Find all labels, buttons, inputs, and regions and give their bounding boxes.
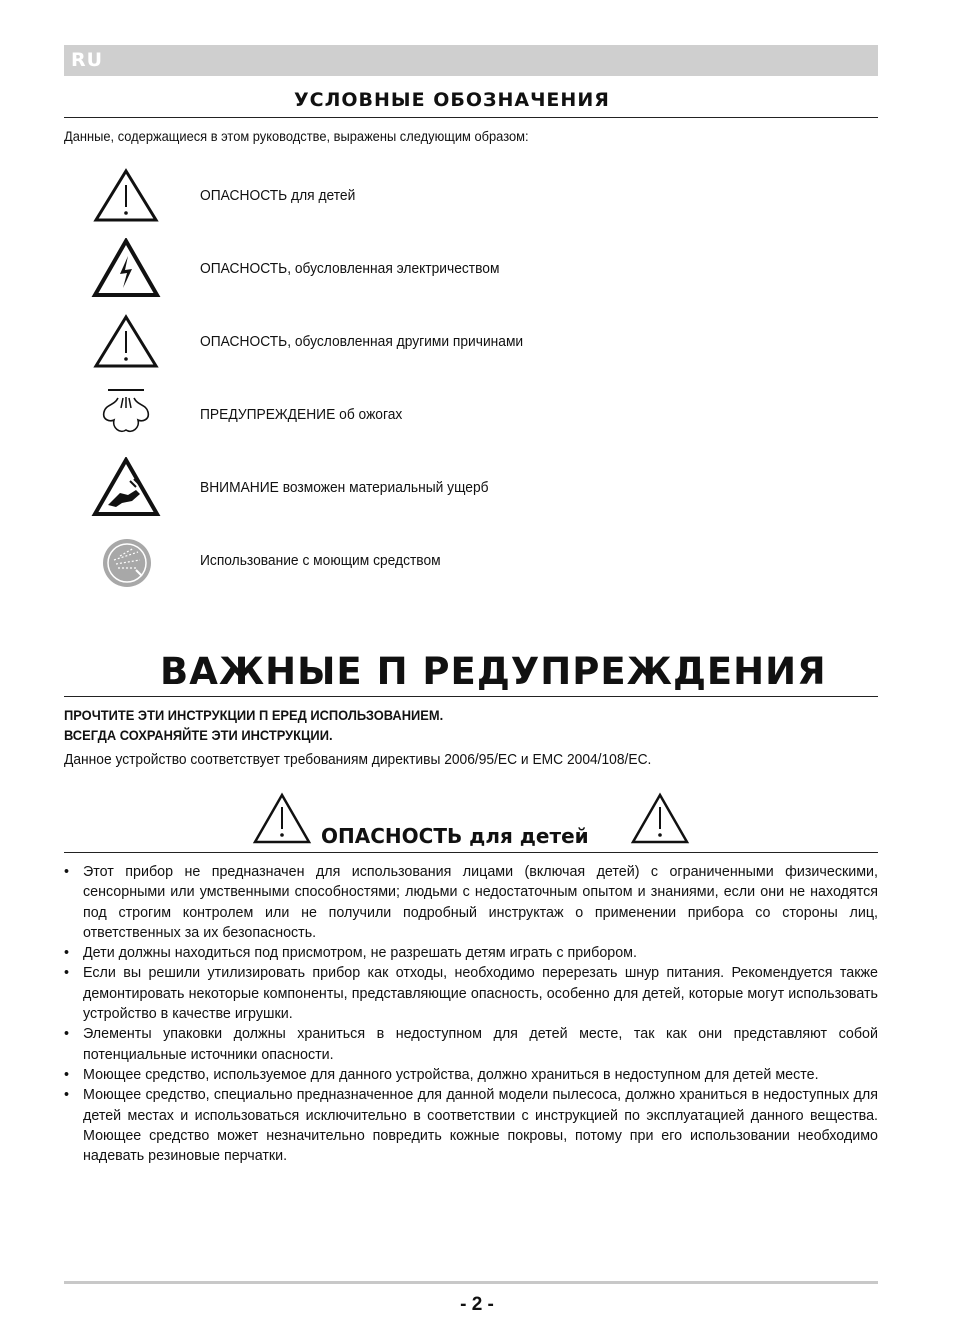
symbol-row-electric — [90, 238, 690, 300]
list-item: • Моющее средство, специально предназначенное для данной модели пылесоса, должно храниться в недоступных для детей местах и использоваться исключительно в соответствии с инструкцией по эксплуатацией данного вещества. Моющее средство может незначительно повредить кожные покровы, потому при его использовании необходимо надевать резиновые перчатки. — [64, 1087, 878, 1165]
compliance-text: Данное устройство соответствует требованиям директивы 2006/95/ЕС и ЕМС 2004/108/ЕС. — [64, 751, 652, 768]
symbol-label: ПРЕДУПРЕЖДЕНИЕ об ожогах — [200, 406, 403, 423]
section-divider — [64, 696, 878, 697]
symbol-row-burn — [90, 384, 690, 446]
symbols-section-title: УСЛОВНЫЕ ОБОЗНАЧЕНИЯ — [294, 89, 610, 111]
symbol-row-damage — [90, 457, 690, 519]
symbol-label: ВНИМАНИЕ возможен материальный ущерб — [200, 479, 489, 496]
language-code: RU — [71, 49, 104, 71]
symbol-label: ОПАСНОСТЬ, обусловленная электричеством — [200, 260, 500, 277]
section-divider — [64, 117, 878, 118]
section-divider — [64, 852, 878, 853]
keep-instructions-line: ВСЕГДА СОХРАНЯЙТЕ ЭТИ ИНСТРУКЦИИ. — [64, 727, 333, 743]
footer-divider — [64, 1281, 878, 1284]
symbol-label: Использование с моющим средством — [200, 552, 441, 569]
symbol-row-detergent — [90, 530, 690, 592]
list-item: • Если вы решили утилизировать прибор как отходы, необходимо перерезать шнур питания. Рекомендуется также демонтировать некоторые компоненты, представляющие опасность, особенно для детей, которые могут использовать устройство в качестве игрушки. — [64, 965, 878, 1023]
burn-warning-icon — [90, 384, 162, 446]
language-bar — [64, 45, 878, 76]
list-item: • Моющее средство, используемое для данного устройства, должно храниться в недоступном для детей месте. — [64, 1066, 819, 1083]
symbol-label: ОПАСНОСТЬ, обусловленная другими причинами — [200, 333, 524, 350]
symbol-row-other — [90, 311, 690, 373]
children-warnings-list — [64, 862, 878, 1166]
symbol-label: ОПАСНОСТЬ для детей — [200, 187, 356, 204]
warnings-title: ВАЖНЫЕ П РЕДУПРЕЖДЕНИЯ — [160, 650, 827, 693]
list-item: • Этот прибор не предназначен для использования лицами (включая детей) с ограниченными физическими, сенсорными или умственными способностями; людьми с недостаточным опытом и знаниями, если они не находятся под строгим контролем или не получили подробный инструктаж о применении прибора со стороны лиц, ответственных за их безопасность. — [64, 864, 878, 941]
read-instructions-line: ПРОЧТИТЕ ЭТИ ИНСТРУКЦИИ П ЕРЕД ИСПОЛЬЗОВАНИЕМ. — [64, 707, 444, 723]
warning-triangle-icon — [90, 165, 162, 227]
electric-hazard-icon — [90, 238, 162, 300]
symbol-row-children — [90, 165, 690, 227]
list-item: • Элементы упаковки должны храниться в недоступном для детей месте, так как они представляют собой потенциальные источники опасности. — [64, 1026, 878, 1063]
page-number: - 2 - — [460, 1294, 494, 1315]
symbols-intro: Данные, содержащиеся в этом руководстве, выражены следующим образом: — [64, 128, 529, 144]
warning-triangle-icon — [90, 311, 162, 373]
detergent-icon — [90, 530, 162, 592]
children-danger-heading — [252, 792, 692, 852]
list-item: • Дети должны находиться под присмотром, не разрешать детям играть с прибором. — [64, 945, 637, 962]
hand-crush-icon — [90, 457, 162, 519]
warning-triangle-icon — [252, 792, 312, 846]
children-danger-text: ОПАСНОСТЬ для детей — [321, 824, 589, 848]
warning-triangle-icon — [630, 792, 690, 846]
